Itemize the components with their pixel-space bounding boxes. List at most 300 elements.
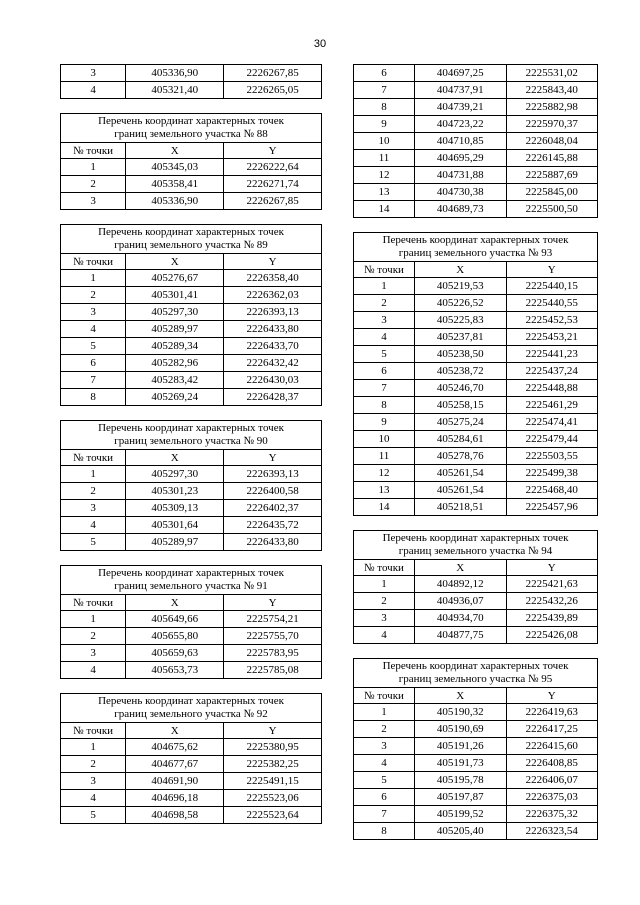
x-coordinate-cell: 404695,29 [415,150,507,167]
y-column-header: Y [224,143,322,159]
caption-line-2: границ земельного участка № 91 [114,580,268,592]
table-row [61,159,322,176]
table-row [354,772,598,789]
x-coordinate-cell: 405219,53 [415,278,507,295]
y-coordinate-cell: 2225453,21 [506,329,598,346]
y-coordinate-cell: 2226415,60 [506,738,598,755]
y-coordinate-cell: 2226419,63 [506,704,598,721]
table-row [61,355,322,372]
table-row [354,167,598,184]
x-coordinate-cell: 405284,61 [415,431,507,448]
x-column-header: X [126,254,224,270]
table-row [354,738,598,755]
table-row [61,807,322,824]
y-coordinate-cell: 2226375,32 [506,806,598,823]
y-coordinate-cell: 2225503,55 [506,448,598,465]
table-row [354,465,598,482]
point-number-cell: 3 [61,645,126,662]
table-row [354,431,598,448]
caption-line-1: Перечень координат характерных точек [382,660,569,672]
table-row [61,389,322,406]
y-coordinate-cell: 2225452,53 [506,312,598,329]
y-column-header: Y [506,262,598,278]
table-caption [61,566,322,595]
point-number-cell: 3 [61,304,126,321]
table-row [354,414,598,431]
caption-line-2: границ земельного участка № 95 [398,673,553,685]
point-number-cell: 8 [354,99,415,116]
caption-line-1: Перечень координат характерных точек [382,234,569,246]
coordinates-table-plot-95 [353,658,598,840]
y-coordinate-cell: 2225440,15 [506,278,598,295]
y-coordinate-cell: 2225783,95 [224,645,322,662]
table-row [354,789,598,806]
table-row [354,593,598,610]
x-coordinate-cell: 405289,97 [126,321,224,338]
y-coordinate-cell: 2225439,89 [506,610,598,627]
x-coordinate-cell: 405653,73 [126,662,224,679]
y-coordinate-cell: 2226433,70 [224,338,322,355]
x-column-header: X [126,595,224,611]
point-column-header: № точки [61,450,126,466]
table-caption [61,225,322,254]
y-coordinate-cell: 2225523,06 [224,790,322,807]
table-row [354,184,598,201]
x-coordinate-cell: 404710,85 [415,133,507,150]
point-number-cell: 13 [354,482,415,499]
table-row [354,627,598,644]
x-coordinate-cell: 404675,62 [126,739,224,756]
x-coordinate-cell: 405659,63 [126,645,224,662]
y-coordinate-cell: 2225491,15 [224,773,322,790]
y-coordinate-cell: 2225531,02 [506,65,598,82]
point-number-cell: 1 [61,270,126,287]
x-coordinate-cell: 404877,75 [415,627,507,644]
table-row [354,806,598,823]
point-number-cell: 10 [354,431,415,448]
point-number-cell: 3 [61,773,126,790]
point-number-cell: 5 [61,807,126,824]
x-coordinate-cell: 404936,07 [415,593,507,610]
x-coordinate-cell: 405261,54 [415,482,507,499]
x-coordinate-cell: 404691,90 [126,773,224,790]
point-number-cell: 2 [61,756,126,773]
y-column-header: Y [224,450,322,466]
x-coordinate-cell: 405301,64 [126,517,224,534]
table-row [61,193,322,210]
table-row [354,482,598,499]
point-number-cell: 12 [354,465,415,482]
table-row [354,201,598,218]
x-coordinate-cell: 405297,30 [126,304,224,321]
table-row [354,823,598,840]
point-number-cell: 1 [354,576,415,593]
page-number: 30 [313,38,327,50]
table-row [354,312,598,329]
caption-line-1: Перечень координат характерных точек [98,422,284,434]
point-number-cell: 7 [61,372,126,389]
table-caption [61,694,322,723]
y-coordinate-cell: 2225970,37 [506,116,598,133]
x-coordinate-cell: 405345,03 [126,159,224,176]
table-caption [61,421,322,450]
y-coordinate-cell: 2226433,80 [224,534,322,551]
x-coordinate-cell: 405275,24 [415,414,507,431]
point-number-cell: 6 [354,65,415,82]
x-coordinate-cell: 405282,96 [126,355,224,372]
point-number-cell: 4 [61,790,126,807]
point-column-header: № точки [354,560,415,576]
point-number-cell: 5 [354,346,415,363]
point-number-cell: 11 [354,150,415,167]
x-coordinate-cell: 404731,88 [415,167,507,184]
table-row [61,466,322,483]
table-row [61,82,322,99]
right-column [353,64,598,854]
table-row [354,499,598,516]
x-coordinate-cell: 405278,76 [415,448,507,465]
table-row [354,448,598,465]
table-row [61,338,322,355]
point-number-cell: 6 [61,355,126,372]
table-row [354,116,598,133]
table-row [61,756,322,773]
table-row [354,99,598,116]
x-coordinate-cell: 405197,87 [415,789,507,806]
y-coordinate-cell: 2225474,41 [506,414,598,431]
y-coordinate-cell: 2226402,37 [224,500,322,517]
y-coordinate-cell: 2225523,64 [224,807,322,824]
table-row [354,278,598,295]
x-coordinate-cell: 405321,40 [126,82,224,99]
x-coordinate-cell: 405218,51 [415,499,507,516]
point-number-cell: 2 [354,593,415,610]
x-column-header: X [415,560,507,576]
y-coordinate-cell: 2225754,21 [224,611,322,628]
point-number-cell: 1 [354,278,415,295]
table-row [354,610,598,627]
x-coordinate-cell: 404677,67 [126,756,224,773]
caption-line-1: Перечень координат характерных точек [98,567,284,579]
y-coordinate-cell: 2225382,25 [224,756,322,773]
table-row [354,65,598,82]
y-column-header: Y [224,254,322,270]
table-row [354,133,598,150]
continuation-table-left [60,64,322,99]
x-coordinate-cell: 405301,23 [126,483,224,500]
point-column-header: № точки [61,595,126,611]
point-number-cell: 10 [354,133,415,150]
x-coordinate-cell: 405336,90 [126,65,224,82]
y-coordinate-cell: 2226432,42 [224,355,322,372]
point-number-cell: 6 [354,789,415,806]
column-header-row [354,688,598,704]
x-coordinate-cell: 405649,66 [126,611,224,628]
y-column-header: Y [506,560,598,576]
table-row [61,611,322,628]
point-column-header: № точки [61,254,126,270]
point-number-cell: 3 [354,312,415,329]
point-number-cell: 11 [354,448,415,465]
table-row [354,576,598,593]
table-row [61,304,322,321]
y-coordinate-cell: 2226428,37 [224,389,322,406]
y-coordinate-cell: 2226222,64 [224,159,322,176]
table-row [354,755,598,772]
x-coordinate-cell: 405289,97 [126,534,224,551]
x-column-header: X [415,262,507,278]
table-row [354,380,598,397]
coordinates-table-plot-93 [353,232,598,516]
table-caption [354,233,598,262]
x-coordinate-cell: 405655,80 [126,628,224,645]
x-coordinate-cell: 405199,52 [415,806,507,823]
y-coordinate-cell: 2226406,07 [506,772,598,789]
x-coordinate-cell: 404696,18 [126,790,224,807]
y-coordinate-cell: 2226267,85 [224,193,322,210]
column-header-row [61,450,322,466]
y-coordinate-cell: 2225432,26 [506,593,598,610]
y-coordinate-cell: 2226323,54 [506,823,598,840]
y-coordinate-cell: 2225457,96 [506,499,598,516]
x-coordinate-cell: 405289,34 [126,338,224,355]
continuation-table-right [353,64,598,218]
point-number-cell: 3 [61,500,126,517]
table-row [354,295,598,312]
caption-line-1: Перечень координат характерных точек [382,532,569,544]
y-coordinate-cell: 2225500,50 [506,201,598,218]
x-coordinate-cell: 405195,78 [415,772,507,789]
table-row [354,150,598,167]
x-coordinate-cell: 405205,40 [415,823,507,840]
x-coordinate-cell: 405258,15 [415,397,507,414]
y-coordinate-cell: 2225426,08 [506,627,598,644]
x-coordinate-cell: 405237,81 [415,329,507,346]
x-column-header: X [415,688,507,704]
y-coordinate-cell: 2225843,40 [506,82,598,99]
table-row [61,739,322,756]
y-coordinate-cell: 2226362,03 [224,287,322,304]
y-coordinate-cell: 2225421,63 [506,576,598,593]
table-row [61,372,322,389]
table-row [354,704,598,721]
y-coordinate-cell: 2226145,88 [506,150,598,167]
y-coordinate-cell: 2225755,70 [224,628,322,645]
point-number-cell: 4 [354,329,415,346]
point-number-cell: 3 [61,65,126,82]
table-row [354,82,598,99]
table-row [61,65,322,82]
point-number-cell: 9 [354,414,415,431]
caption-line-2: границ земельного участка № 94 [398,545,553,557]
column-header-row [354,560,598,576]
x-coordinate-cell: 404739,21 [415,99,507,116]
y-coordinate-cell: 2226375,03 [506,789,598,806]
y-coordinate-cell: 2225448,88 [506,380,598,397]
y-coordinate-cell: 2225499,38 [506,465,598,482]
point-number-cell: 2 [61,287,126,304]
table-row [61,321,322,338]
point-number-cell: 2 [61,628,126,645]
coordinates-table-plot-94 [353,530,598,644]
point-number-cell: 1 [61,466,126,483]
table-row [354,329,598,346]
y-coordinate-cell: 2225468,40 [506,482,598,499]
point-number-cell: 1 [61,739,126,756]
point-number-cell: 2 [61,483,126,500]
table-row [354,346,598,363]
column-header-row [354,262,598,278]
point-number-cell: 2 [354,721,415,738]
x-coordinate-cell: 405283,42 [126,372,224,389]
y-coordinate-cell: 2226393,13 [224,304,322,321]
column-header-row [61,143,322,159]
y-coordinate-cell: 2226393,13 [224,466,322,483]
point-number-cell: 4 [354,755,415,772]
x-coordinate-cell: 405358,41 [126,176,224,193]
x-coordinate-cell: 405190,32 [415,704,507,721]
point-number-cell: 1 [354,704,415,721]
y-coordinate-cell: 2225380,95 [224,739,322,756]
y-coordinate-cell: 2225479,44 [506,431,598,448]
table-row [61,176,322,193]
x-coordinate-cell: 404723,22 [415,116,507,133]
coordinates-table-plot-91 [60,565,322,679]
point-column-header: № точки [354,688,415,704]
x-coordinate-cell: 405226,52 [415,295,507,312]
point-column-header: № точки [61,143,126,159]
table-row [61,483,322,500]
point-number-cell: 5 [61,534,126,551]
left-column [60,64,322,838]
x-column-header: X [126,143,224,159]
x-coordinate-cell: 404698,58 [126,807,224,824]
point-number-cell: 12 [354,167,415,184]
y-coordinate-cell: 2226435,72 [224,517,322,534]
point-number-cell: 1 [61,611,126,628]
table-row [61,628,322,645]
y-coordinate-cell: 2226048,04 [506,133,598,150]
x-coordinate-cell: 405309,13 [126,500,224,517]
y-coordinate-cell: 2226265,05 [224,82,322,99]
y-coordinate-cell: 2226408,85 [506,755,598,772]
point-number-cell: 7 [354,82,415,99]
x-coordinate-cell: 404737,91 [415,82,507,99]
point-number-cell: 4 [61,517,126,534]
point-number-cell: 5 [354,772,415,789]
point-number-cell: 9 [354,116,415,133]
table-row [61,287,322,304]
point-number-cell: 2 [61,176,126,193]
caption-line-1: Перечень координат характерных точек [98,226,284,238]
point-column-header: № точки [61,723,126,739]
x-coordinate-cell: 404697,25 [415,65,507,82]
table-row [354,397,598,414]
coordinates-table-plot-88 [60,113,322,210]
y-coordinate-cell: 2225441,23 [506,346,598,363]
table-row [354,363,598,380]
point-number-cell: 8 [354,397,415,414]
y-column-header: Y [506,688,598,704]
table-row [354,721,598,738]
column-header-row [61,723,322,739]
point-column-header: № точки [354,262,415,278]
y-coordinate-cell: 2225461,29 [506,397,598,414]
x-coordinate-cell: 405269,24 [126,389,224,406]
table-row [61,662,322,679]
point-number-cell: 4 [61,321,126,338]
y-coordinate-cell: 2225845,00 [506,184,598,201]
x-coordinate-cell: 405225,83 [415,312,507,329]
point-number-cell: 7 [354,380,415,397]
caption-line-2: границ земельного участка № 88 [114,128,268,140]
point-number-cell: 3 [354,610,415,627]
point-number-cell: 3 [61,193,126,210]
caption-line-2: границ земельного участка № 92 [114,708,268,720]
table-caption [354,659,598,688]
y-coordinate-cell: 2226400,58 [224,483,322,500]
x-column-header: X [126,450,224,466]
table-row [61,534,322,551]
point-number-cell: 4 [61,82,126,99]
y-coordinate-cell: 2226417,25 [506,721,598,738]
y-coordinate-cell: 2226267,85 [224,65,322,82]
table-row [61,790,322,807]
x-column-header: X [126,723,224,739]
point-number-cell: 3 [354,738,415,755]
point-number-cell: 8 [354,823,415,840]
x-coordinate-cell: 404934,70 [415,610,507,627]
y-coordinate-cell: 2225785,08 [224,662,322,679]
y-column-header: Y [224,595,322,611]
table-row [61,645,322,662]
coordinates-table-plot-92 [60,693,322,824]
caption-line-2: границ земельного участка № 89 [114,239,268,251]
point-number-cell: 4 [354,627,415,644]
column-header-row [61,595,322,611]
coordinates-table-plot-89 [60,224,322,406]
y-coordinate-cell: 2225882,98 [506,99,598,116]
y-coordinate-cell: 2226358,40 [224,270,322,287]
caption-line-1: Перечень координат характерных точек [98,695,284,707]
x-coordinate-cell: 405238,50 [415,346,507,363]
x-coordinate-cell: 405246,70 [415,380,507,397]
point-number-cell: 6 [354,363,415,380]
y-coordinate-cell: 2226433,80 [224,321,322,338]
caption-line-2: границ земельного участка № 93 [398,247,553,259]
caption-line-2: границ земельного участка № 90 [114,435,268,447]
x-coordinate-cell: 405238,72 [415,363,507,380]
y-column-header: Y [224,723,322,739]
x-coordinate-cell: 405301,41 [126,287,224,304]
table-caption [354,531,598,560]
table-row [61,270,322,287]
x-coordinate-cell: 404689,73 [415,201,507,218]
table-row [61,500,322,517]
y-coordinate-cell: 2225440,55 [506,295,598,312]
point-number-cell: 5 [61,338,126,355]
x-coordinate-cell: 404892,12 [415,576,507,593]
table-row [61,517,322,534]
point-number-cell: 14 [354,201,415,218]
caption-line-1: Перечень координат характерных точек [98,115,284,127]
x-coordinate-cell: 404730,38 [415,184,507,201]
y-coordinate-cell: 2225437,24 [506,363,598,380]
y-coordinate-cell: 2226430,03 [224,372,322,389]
x-coordinate-cell: 405191,26 [415,738,507,755]
point-number-cell: 13 [354,184,415,201]
x-coordinate-cell: 405191,73 [415,755,507,772]
